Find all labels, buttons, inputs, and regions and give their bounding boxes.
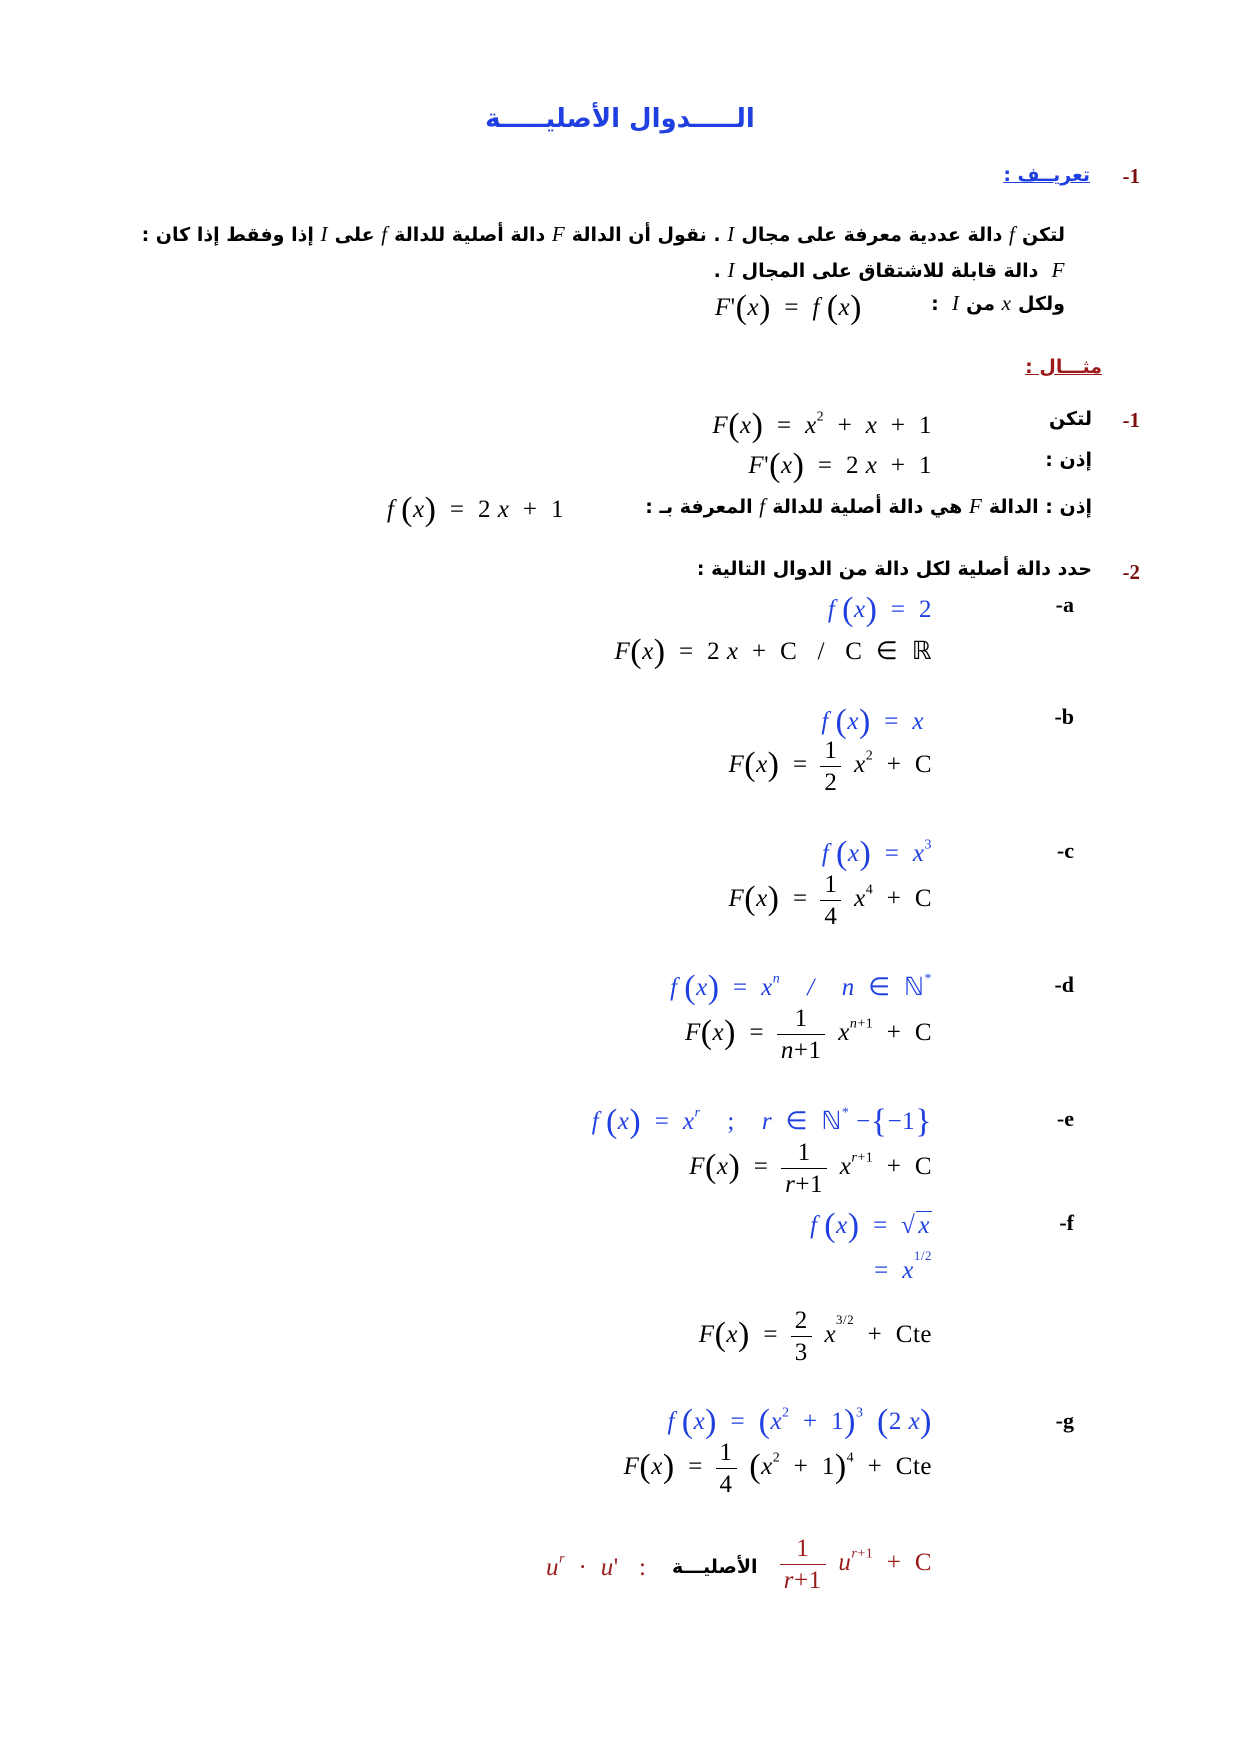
- item-f-f2: = $x^{1/2}$: [874, 1248, 932, 1285]
- item-c-f: f $(x) = x^3$: [821, 835, 932, 872]
- ex2-prompt: حدد دالة أصلية لكل دالة من الدوال التالية :: [696, 558, 1092, 580]
- item-d-f: f $(x) = x^n$ / n ∈ ℕ*: [670, 969, 932, 1006]
- ex1-conclusion: إذن : الدالة F هي دالة أصلية للدالة f المعرفة بـ :: [645, 494, 1092, 518]
- rule-label: الأصليـــة: [672, 1556, 758, 1578]
- item-d-label: -d: [1054, 972, 1074, 997]
- item-c-F: F(x) = $\frac{1}{4}$ $x^4 + C$: [728, 871, 932, 930]
- rule-left: $u^r \cdot u'$ :: [546, 1551, 647, 1581]
- item-b-F: F(x) = $\frac{1}{2}$ $x^2 + C$: [728, 737, 932, 796]
- definition-heading: تعريــف :: [1003, 164, 1090, 186]
- item-c-label: -c: [1056, 838, 1074, 863]
- item-f-label: -f: [1059, 1210, 1074, 1235]
- ex1-number: -1: [1122, 408, 1140, 432]
- ex1-let-label: لتكن: [1048, 408, 1092, 430]
- ex1-let-formula: $F(x) = x^2 + x + 1$: [712, 407, 932, 444]
- example-heading: مثـــال :: [1025, 356, 1102, 378]
- item-b-label: -b: [1054, 704, 1074, 729]
- definition-formula: F'(x) = f (x): [714, 289, 862, 326]
- definition-number: -1: [1122, 164, 1140, 188]
- rule-right: $\frac{1}{r+1}$ $u^{r+1} + C$: [774, 1536, 932, 1593]
- ex1-then-label: إذن :: [1045, 449, 1092, 471]
- ex1-conclusion-formula: f (x) = 2 x + 1: [386, 491, 564, 528]
- item-a-f: f (x) = 2: [827, 591, 932, 628]
- item-a-label: -a: [1055, 592, 1074, 617]
- item-g-F: F(x) = $\frac{1}{4}$ $(x^2 + 1)^4$ + Cte: [623, 1439, 932, 1498]
- item-e-F: F(x) = $\frac{1}{r+1}$ $x^{r+1} + C$: [689, 1139, 932, 1198]
- ex2-number: -2: [1122, 560, 1140, 584]
- item-g-f: f $(x) = (x^2 + 1)^3$ (2 x): [667, 1403, 932, 1440]
- item-e-f: f $(x) = x^r$ ; r ∈ ℕ* −{−1}: [591, 1103, 932, 1140]
- item-g-label: -g: [1055, 1408, 1074, 1433]
- item-d-F: F(x) = $\frac{1}{n+1}$ $x^{n+1} + C$: [684, 1005, 932, 1064]
- item-a-F: F(x) = 2 x + C / C ∈ ℝ: [614, 633, 932, 670]
- item-f-f: f (x) = √ x: [810, 1207, 930, 1244]
- item-b-f: f (x) = x: [821, 703, 924, 740]
- item-e-label: -e: [1056, 1106, 1074, 1131]
- definition-line-3: ولكل x من I :: [931, 291, 1065, 315]
- definition-line-1: لتكن f دالة عددية معرفة على مجال I . نقول أن الدالة F دالة أصلية للدالة f على I إذا وفقط إذا كان :: [141, 222, 1065, 246]
- item-f-F: F(x) = $\frac{2}{3}$ $x^{3/2}$ + Cte: [698, 1307, 932, 1366]
- ex1-then-formula: F'(x) = 2 x + 1: [748, 447, 932, 484]
- definition-line-2: F دالة قابلة للاشتقاق على المجال I .: [713, 258, 1065, 282]
- page-title: الـــــدوال الأصليـــــة: [485, 104, 755, 134]
